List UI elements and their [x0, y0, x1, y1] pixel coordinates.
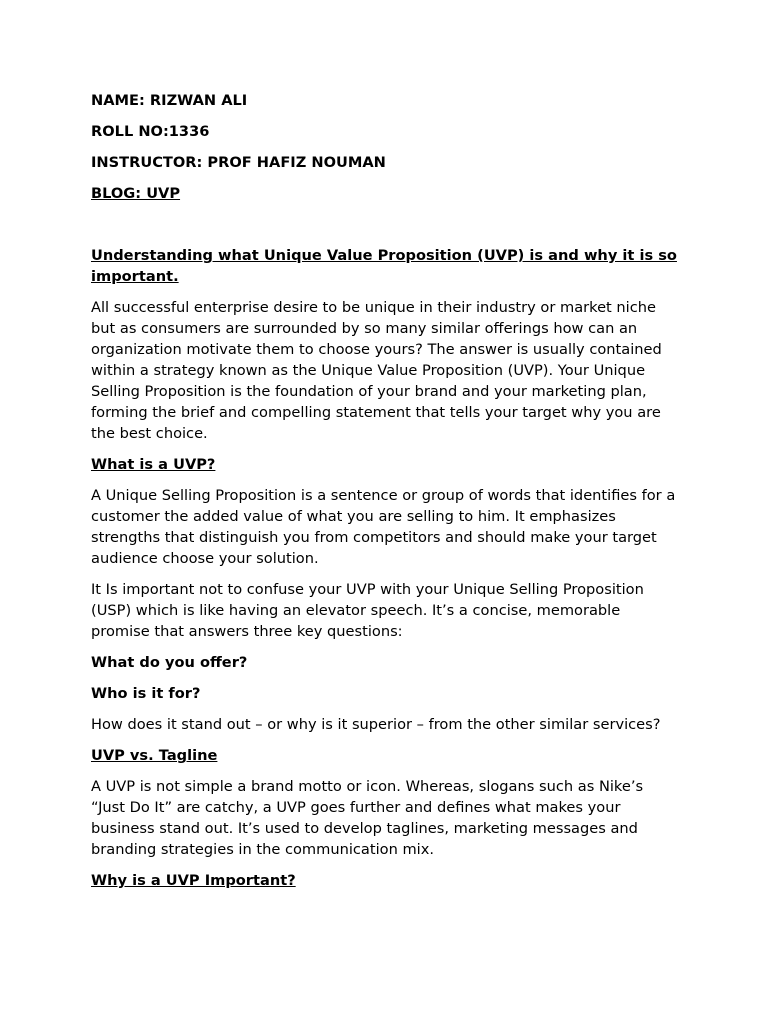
question-for-whom: Who is it for? [91, 685, 201, 702]
student-name: NAME: RIZWAN ALI [91, 92, 248, 109]
uvp-vs-tagline-paragraph: A UVP is not simple a brand motto or icon. Whereas, slogans such as Nike’s “Just Do It” are catchy, a UVP goes further and defines what makes your business stand out. It’s used to develop taglines, marketing messages and branding strategies in the communication mix. [91, 778, 644, 858]
spacer [91, 214, 681, 245]
instructor-name: INSTRUCTOR: PROF HAFIZ NOUMAN [91, 154, 386, 171]
intro-paragraph: All successful enterprise desire to be unique in their industry or market niche but as consumers are surrounded by so many similar offerings how can an organization motivate them to choose yours? The answer is usually contained within a strategy known as the Unique Value Proposition (UVP). Your Unique Selling Proposition is the foundation of your brand and your marketing plan, forming the brief and compelling statement that tells your target why you are the best choice. [91, 299, 662, 442]
what-is-uvp-paragraph-2: It Is important not to confuse your UVP with your Unique Selling Proposition (USP) which is like having an elevator speech. It’s a concise, memorable promise that answers three key questions: [91, 581, 644, 640]
document-page [91, 90, 681, 901]
why-uvp-important-heading: Why is a UVP Important? [91, 872, 296, 889]
what-is-uvp-paragraph-1: A Unique Selling Proposition is a sentence or group of words that identifies for a customer the added value of what you are selling to him. It emphasizes strengths that distinguish you from competitors and should make your target audience choose your solution. [91, 487, 676, 567]
roll-number: ROLL NO:1336 [91, 123, 210, 140]
what-is-uvp-heading: What is a UVP? [91, 456, 216, 473]
blog-label: BLOG: UVP [91, 185, 181, 202]
article-title: Understanding what Unique Value Proposition (UVP) is and why it is so important. [91, 247, 677, 285]
question-offer: What do you offer? [91, 654, 248, 671]
question-stand-out: How does it stand out – or why is it superior – from the other similar services? [91, 716, 661, 733]
uvp-vs-tagline-heading: UVP vs. Tagline [91, 747, 218, 764]
